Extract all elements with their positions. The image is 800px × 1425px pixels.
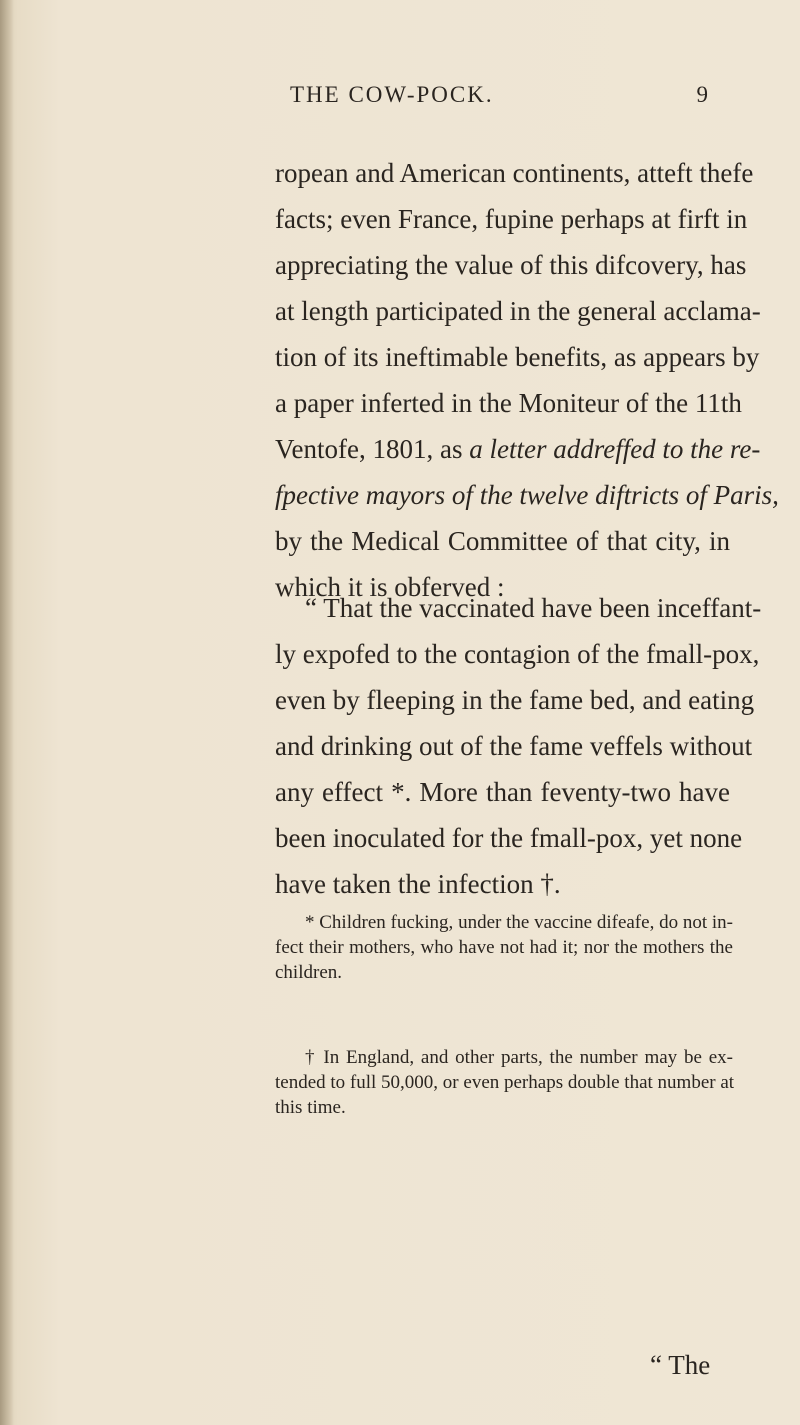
quote-line: and drinking out of the fame veffels without	[275, 731, 753, 761]
quotation	[275, 585, 762, 907]
text-segment: Ventofe, 1801, as	[275, 434, 463, 464]
quote-line: ly expofed to the contagion of the fmall-pox,	[275, 639, 760, 669]
footnote-line: † In England, and other parts, the number may be ex-	[305, 1047, 733, 1068]
footnote-asterisk	[275, 910, 733, 985]
page-gutter-shadow	[0, 0, 14, 1425]
text-line: which it is obferved :	[275, 572, 505, 602]
text-line-mixed	[275, 426, 761, 472]
italic-title-segment: a letter addreffed to the re-	[469, 434, 761, 464]
quote-line: even by fleeping in the fame bed, and eating	[275, 685, 755, 715]
text-line-italic	[275, 472, 779, 518]
footnote-dagger	[275, 1045, 733, 1120]
quote-line: any effect *. More than feventy-two have	[275, 777, 730, 807]
footnote-line: children.	[275, 962, 343, 983]
quote-line: have taken the infection †.	[275, 869, 561, 899]
text-line: at length participated in the general acclama-	[275, 296, 761, 326]
text-line: ropean and American continents, atteft thefe	[275, 158, 754, 188]
page-header	[290, 82, 710, 112]
text-line: appreciating the value of this difcovery, has	[275, 250, 747, 280]
text-line: tion of its ineftimable benefits, as appears by	[275, 342, 760, 372]
text-line: a paper inferted in the Moniteur of the 11th	[275, 388, 742, 418]
text-line: by the Medical Committee of that city, in	[275, 526, 730, 556]
quote-line: “ That the vaccinated have been inceffant-	[305, 593, 762, 623]
footnote-line: fect their mothers, who have not had it; nor the mothers the	[275, 937, 733, 958]
paragraph-main	[275, 150, 779, 610]
catchword: “ The	[650, 1350, 711, 1380]
footnote-line: this time.	[275, 1097, 346, 1118]
footnote-line: tended to full 50,000, or even perhaps double that number at	[275, 1072, 735, 1093]
quote-line: been inoculated for the fmall-pox, yet none	[275, 823, 743, 853]
italic-title-segment: fpective mayors of the twelve diftricts of Paris,	[275, 480, 779, 510]
page-number: 9	[696, 82, 710, 107]
text-line: facts; even France, fupine perhaps at firft in	[275, 204, 748, 234]
footnote-line: * Children fucking, under the vaccine difeafe, do not in-	[305, 912, 733, 933]
running-title: THE COW-POCK.	[290, 82, 494, 107]
